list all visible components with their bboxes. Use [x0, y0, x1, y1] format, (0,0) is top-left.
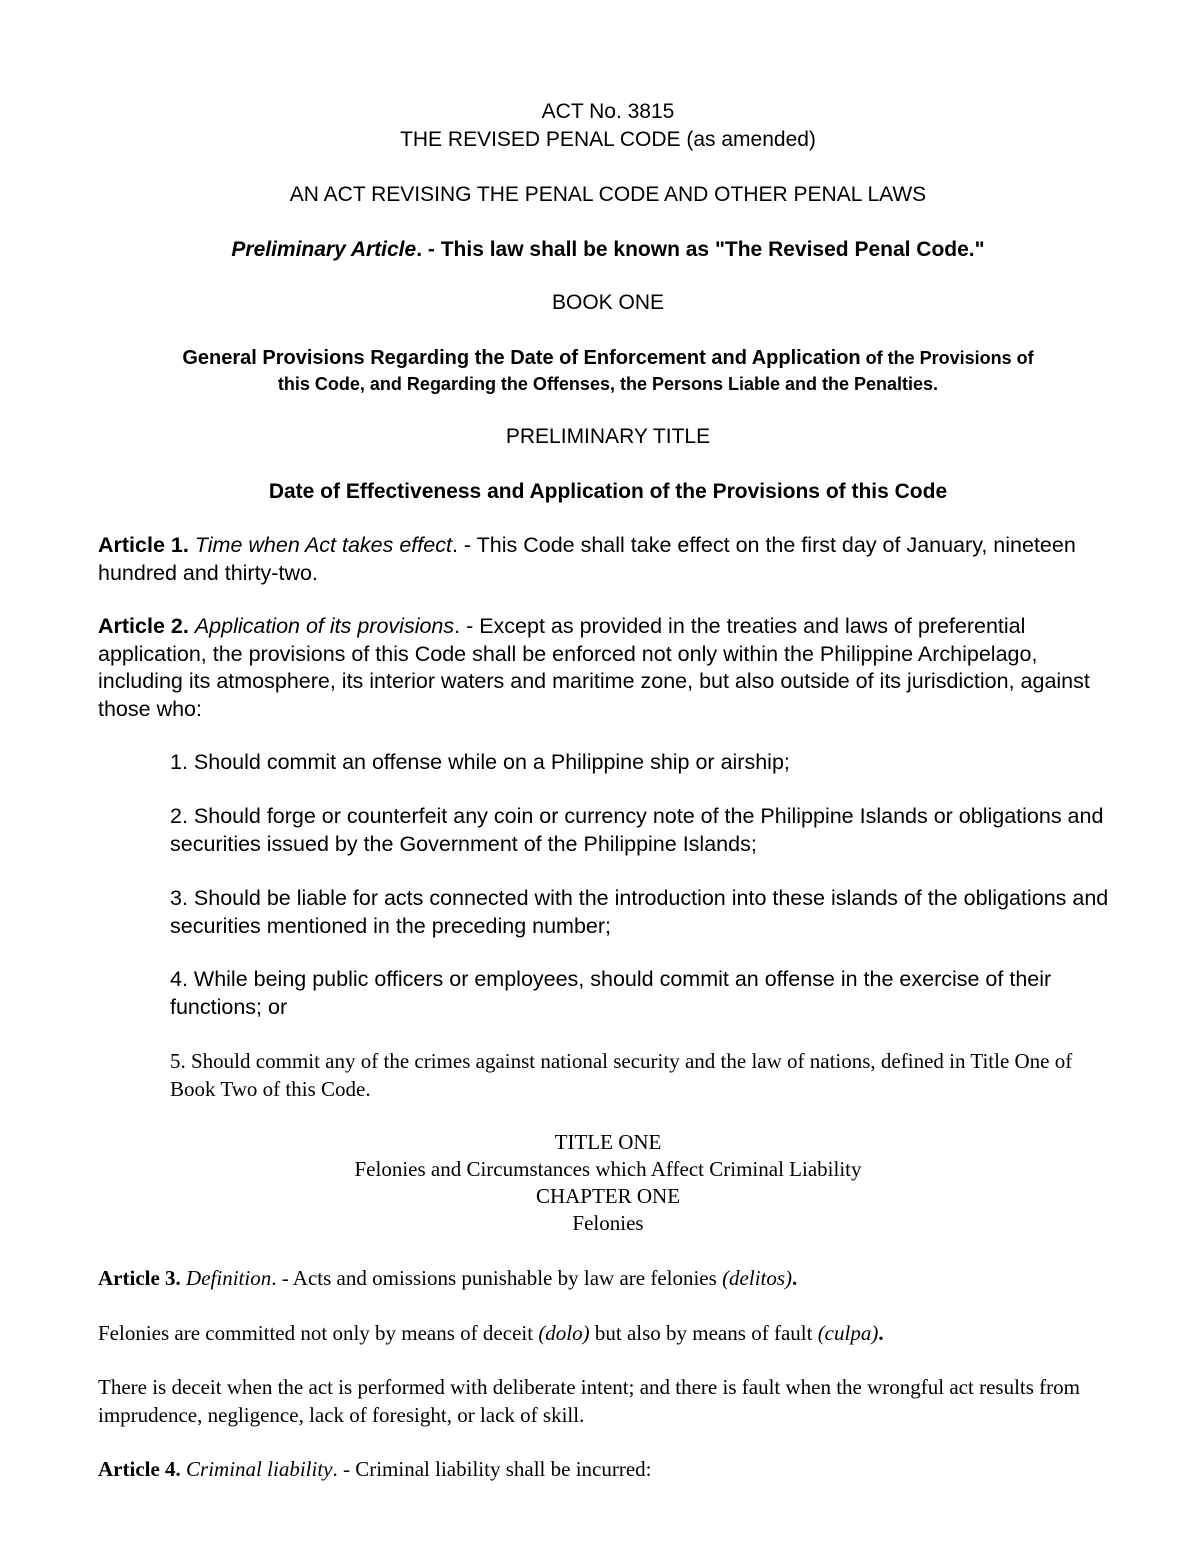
article-3-end: . — [792, 1266, 798, 1290]
article-1-label: Article 1. — [98, 533, 189, 557]
article-3-term-dolo: (dolo) — [538, 1321, 590, 1345]
article-4-label: Article 4. — [98, 1457, 181, 1481]
article-4 — [98, 1456, 1118, 1484]
title-one-heading: TITLE ONE — [554, 1130, 662, 1154]
preliminary-article-label: Preliminary Article — [231, 238, 417, 261]
chapter-one-name: Felonies — [572, 1211, 644, 1235]
code-name: THE REVISED PENAL CODE (as amended) — [400, 128, 816, 151]
article-2-title: Application of its provisions — [194, 614, 455, 638]
article-3-term: (delitos) — [722, 1266, 793, 1290]
header-block — [98, 98, 1118, 154]
article-2-item-4: 4. While being public officers or employees, should commit an offense in the exercise of their functions; or — [170, 967, 1052, 1019]
chapter-one-heading: CHAPTER ONE — [535, 1184, 681, 1208]
article-3-p2-a: Felonies are committed not only by means of deceit — [98, 1321, 539, 1345]
act-title: AN ACT REVISING THE PENAL CODE AND OTHER PENAL LAWS — [289, 183, 927, 206]
general-provisions-tail: of the Provisions of — [860, 348, 1034, 368]
article-3-paragraph-2 — [98, 1320, 1118, 1348]
title-one-block — [98, 1129, 1118, 1237]
article-2-item-5: 5. Should commit any of the crimes against national security and the law of nations, defined in Title One of Book Two of this Code. — [170, 1049, 1073, 1101]
article-2-item-2: 2. Should forge or counterfeit any coin or currency note of the Philippine Islands or obligations and securities issued by the Government of the Philippine Islands; — [170, 804, 1104, 856]
article-2-item-1: 1. Should commit an offense while on a Philippine ship or airship; — [170, 750, 790, 774]
article-2-text: . - Except as provided in the treaties and laws of preferential application, the provisions of this Code shall be enforced not only within the Philippine Archipelago, including its atmosphere, its interior waters and maritime zone, but also outside of its jurisdiction, against those who: — [98, 614, 1090, 721]
preliminary-article-text: . - This law shall be known as "The Revised Penal Code." — [416, 238, 985, 261]
preliminary-title-subheading: Date of Effectiveness and Application of the Provisions of this Code — [268, 480, 948, 503]
article-2 — [98, 613, 1118, 723]
article-3-term-culpa: (culpa) — [817, 1321, 879, 1345]
preliminary-article — [98, 236, 1118, 264]
article-1-text: . - This Code shall take effect on the first day of January, nineteen hundred and thirty-two. — [98, 533, 1076, 585]
article-3-label: Article 3. — [98, 1266, 181, 1290]
article-3-title: Definition — [186, 1266, 272, 1290]
article-4-text: . - Criminal liability shall be incurred: — [332, 1457, 652, 1481]
article-3 — [98, 1265, 1118, 1293]
general-provisions-heading — [98, 345, 1118, 397]
article-3-p2-end: . — [878, 1321, 884, 1345]
preliminary-title-heading: PRELIMINARY TITLE — [505, 425, 711, 448]
article-3-p2-b: but also by means of fault — [589, 1321, 818, 1345]
article-3-text: . - Acts and omissions punishable by law are felonies — [271, 1266, 723, 1290]
article-2-item-3: 3. Should be liable for acts connected with the introduction into these islands of the obligations and securities mentioned in the preceding number; — [170, 886, 1109, 938]
general-provisions-line2: this Code, and Regarding the Offenses, the Persons Liable and the Penalties. — [277, 374, 939, 394]
title-one-subheading: Felonies and Circumstances which Affect Criminal Liability — [354, 1157, 862, 1181]
article-1 — [98, 532, 1118, 587]
book-one-heading: BOOK ONE — [551, 291, 665, 314]
general-provisions-lead: General Provisions Regarding the Date of Enforcement and Application — [182, 347, 861, 369]
article-2-label: Article 2. — [98, 614, 189, 638]
article-1-title: Time when Act takes effect — [194, 533, 452, 557]
article-4-title: Criminal liability — [186, 1457, 333, 1481]
general-provisions-line1 — [98, 345, 1118, 371]
act-number: ACT No. 3815 — [541, 100, 675, 123]
article-3-paragraph-3: There is deceit when the act is performed with deliberate intent; and there is fault when the wrongful act results from imprudence, negligence, lack of foresight, or lack of skill. — [98, 1375, 1080, 1427]
